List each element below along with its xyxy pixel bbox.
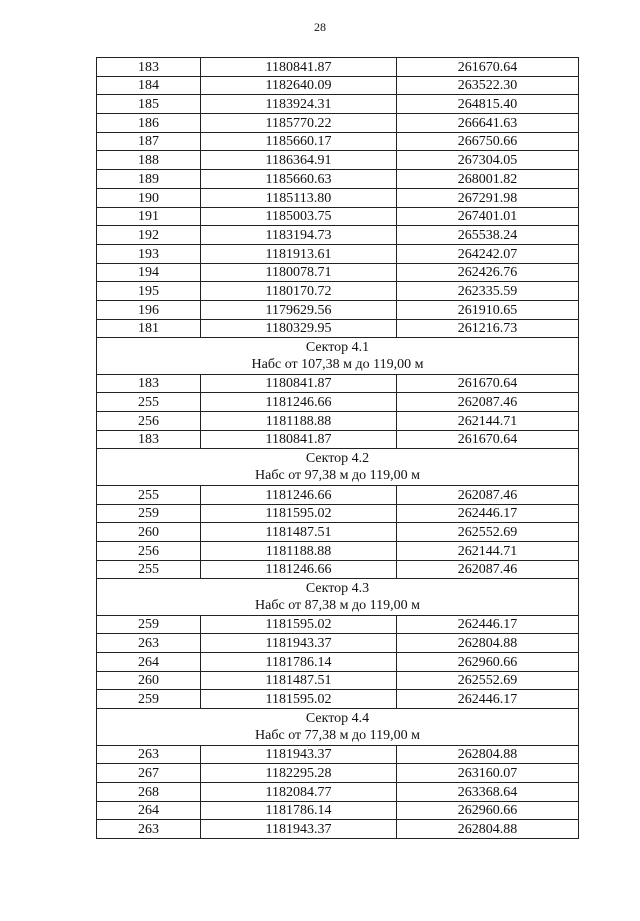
sector-header-row <box>97 579 579 615</box>
x-coordinate-cell: 1182084.77 <box>201 782 397 801</box>
point-number-cell: 268 <box>97 782 201 801</box>
y-coordinate-cell: 261670.64 <box>397 58 579 77</box>
y-coordinate-cell: 267304.05 <box>397 151 579 170</box>
y-coordinate-cell: 263368.64 <box>397 782 579 801</box>
sector-title: Сектор 4.3 <box>305 580 370 596</box>
x-coordinate-cell: 1181487.51 <box>201 671 397 690</box>
x-coordinate-cell: 1181913.61 <box>201 244 397 263</box>
x-coordinate-cell: 1181943.37 <box>201 745 397 764</box>
table-row <box>97 504 579 523</box>
point-number-cell: 185 <box>97 95 201 114</box>
x-coordinate-cell: 1181246.66 <box>201 560 397 579</box>
y-coordinate-cell: 261910.65 <box>397 300 579 319</box>
table-row <box>97 745 579 764</box>
point-number-cell: 260 <box>97 671 201 690</box>
point-number-cell: 194 <box>97 263 201 282</box>
table-row <box>97 430 579 449</box>
table-row <box>97 634 579 653</box>
table-row <box>97 207 579 226</box>
point-number-cell: 255 <box>97 485 201 504</box>
sector-header-row <box>97 449 579 485</box>
y-coordinate-cell: 262144.71 <box>397 412 579 431</box>
point-number-cell: 256 <box>97 412 201 431</box>
sector-height-range: Набс от 107,38 м до 119,00 м <box>251 357 424 372</box>
coordinates-table <box>96 57 579 839</box>
table-row <box>97 282 579 301</box>
sector-height-range: Набс от 97,38 м до 119,00 м <box>255 468 420 484</box>
point-number-cell: 195 <box>97 282 201 301</box>
y-coordinate-cell: 262426.76 <box>397 263 579 282</box>
point-number-cell: 255 <box>97 560 201 579</box>
sector-header-cell <box>97 449 579 485</box>
x-coordinate-cell: 1182295.28 <box>201 764 397 783</box>
table-row <box>97 132 579 151</box>
x-coordinate-cell: 1180078.71 <box>201 263 397 282</box>
table-row <box>97 188 579 207</box>
x-coordinate-cell: 1182640.09 <box>201 76 397 95</box>
x-coordinate-cell: 1181595.02 <box>201 504 397 523</box>
y-coordinate-cell: 261670.64 <box>397 430 579 449</box>
sector-header-cell <box>97 338 579 374</box>
table-row <box>97 393 579 412</box>
sector-header-row <box>97 338 579 374</box>
x-coordinate-cell: 1181943.37 <box>201 634 397 653</box>
table-row <box>97 690 579 709</box>
point-number-cell: 193 <box>97 244 201 263</box>
point-number-cell: 188 <box>97 151 201 170</box>
table-row <box>97 560 579 579</box>
y-coordinate-cell: 262446.17 <box>397 690 579 709</box>
point-number-cell: 255 <box>97 393 201 412</box>
y-coordinate-cell: 267401.01 <box>397 207 579 226</box>
y-coordinate-cell: 263160.07 <box>397 764 579 783</box>
table-row <box>97 485 579 504</box>
y-coordinate-cell: 262144.71 <box>397 541 579 560</box>
point-number-cell: 263 <box>97 745 201 764</box>
table-row <box>97 523 579 542</box>
point-number-cell: 183 <box>97 58 201 77</box>
sector-title: Сектор 4.2 <box>305 451 370 467</box>
sector-title: Сектор 4.4 <box>305 710 370 726</box>
x-coordinate-cell: 1183194.73 <box>201 226 397 245</box>
x-coordinate-cell: 1185113.80 <box>201 188 397 207</box>
table-row <box>97 170 579 189</box>
y-coordinate-cell: 262960.66 <box>397 801 579 820</box>
y-coordinate-cell: 262087.46 <box>397 393 579 412</box>
table-row <box>97 95 579 114</box>
table-row <box>97 374 579 393</box>
point-number-cell: 183 <box>97 430 201 449</box>
y-coordinate-cell: 262446.17 <box>397 504 579 523</box>
point-number-cell: 189 <box>97 170 201 189</box>
page-number: 28 <box>314 20 326 34</box>
x-coordinate-cell: 1181188.88 <box>201 541 397 560</box>
x-coordinate-cell: 1185660.17 <box>201 132 397 151</box>
x-coordinate-cell: 1181786.14 <box>201 801 397 820</box>
x-coordinate-cell: 1181246.66 <box>201 485 397 504</box>
y-coordinate-cell: 267291.98 <box>397 188 579 207</box>
x-coordinate-cell: 1179629.56 <box>201 300 397 319</box>
table-row <box>97 114 579 133</box>
x-coordinate-cell: 1181188.88 <box>201 412 397 431</box>
x-coordinate-cell: 1180841.87 <box>201 430 397 449</box>
y-coordinate-cell: 262804.88 <box>397 634 579 653</box>
x-coordinate-cell: 1183924.31 <box>201 95 397 114</box>
x-coordinate-cell: 1180170.72 <box>201 282 397 301</box>
point-number-cell: 259 <box>97 504 201 523</box>
y-coordinate-cell: 262552.69 <box>397 671 579 690</box>
table-row <box>97 300 579 319</box>
y-coordinate-cell: 262960.66 <box>397 653 579 672</box>
point-number-cell: 190 <box>97 188 201 207</box>
point-number-cell: 192 <box>97 226 201 245</box>
point-number-cell: 181 <box>97 319 201 338</box>
point-number-cell: 263 <box>97 820 201 839</box>
x-coordinate-cell: 1185660.63 <box>201 170 397 189</box>
table-row <box>97 764 579 783</box>
y-coordinate-cell: 261670.64 <box>397 374 579 393</box>
x-coordinate-cell: 1180841.87 <box>201 374 397 393</box>
point-number-cell: 191 <box>97 207 201 226</box>
y-coordinate-cell: 264815.40 <box>397 95 579 114</box>
point-number-cell: 260 <box>97 523 201 542</box>
sector-title: Сектор 4.1 <box>305 340 370 355</box>
x-coordinate-cell: 1181595.02 <box>201 690 397 709</box>
table-row <box>97 671 579 690</box>
point-number-cell: 264 <box>97 801 201 820</box>
coordinates-table-body <box>97 58 579 839</box>
table-row <box>97 319 579 338</box>
y-coordinate-cell: 266641.63 <box>397 114 579 133</box>
table-row <box>97 244 579 263</box>
y-coordinate-cell: 262804.88 <box>397 745 579 764</box>
table-row <box>97 541 579 560</box>
y-coordinate-cell: 264242.07 <box>397 244 579 263</box>
x-coordinate-cell: 1186364.91 <box>201 151 397 170</box>
table-row <box>97 801 579 820</box>
x-coordinate-cell: 1181943.37 <box>201 820 397 839</box>
x-coordinate-cell: 1185770.22 <box>201 114 397 133</box>
point-number-cell: 256 <box>97 541 201 560</box>
point-number-cell: 183 <box>97 374 201 393</box>
sector-header-cell <box>97 709 579 745</box>
y-coordinate-cell: 268001.82 <box>397 170 579 189</box>
table-row <box>97 782 579 801</box>
table-row <box>97 653 579 672</box>
x-coordinate-cell: 1180329.95 <box>201 319 397 338</box>
x-coordinate-cell: 1181595.02 <box>201 615 397 634</box>
y-coordinate-cell: 262552.69 <box>397 523 579 542</box>
x-coordinate-cell: 1185003.75 <box>201 207 397 226</box>
y-coordinate-cell: 262087.46 <box>397 485 579 504</box>
sector-height-range: Набс от 77,38 м до 119,00 м <box>255 727 420 743</box>
point-number-cell: 196 <box>97 300 201 319</box>
table-row <box>97 263 579 282</box>
point-number-cell: 184 <box>97 76 201 95</box>
table-row <box>97 226 579 245</box>
x-coordinate-cell: 1181487.51 <box>201 523 397 542</box>
point-number-cell: 259 <box>97 615 201 634</box>
point-number-cell: 264 <box>97 653 201 672</box>
table-row <box>97 151 579 170</box>
table-row <box>97 615 579 634</box>
x-coordinate-cell: 1181786.14 <box>201 653 397 672</box>
x-coordinate-cell: 1180841.87 <box>201 58 397 77</box>
y-coordinate-cell: 262335.59 <box>397 282 579 301</box>
table-row <box>97 76 579 95</box>
y-coordinate-cell: 262446.17 <box>397 615 579 634</box>
table-row <box>97 412 579 431</box>
y-coordinate-cell: 261216.73 <box>397 319 579 338</box>
sector-header-row <box>97 709 579 745</box>
sector-height-range: Набс от 87,38 м до 119,00 м <box>255 597 420 613</box>
y-coordinate-cell: 263522.30 <box>397 76 579 95</box>
x-coordinate-cell: 1181246.66 <box>201 393 397 412</box>
point-number-cell: 263 <box>97 634 201 653</box>
point-number-cell: 187 <box>97 132 201 151</box>
point-number-cell: 259 <box>97 690 201 709</box>
y-coordinate-cell: 266750.66 <box>397 132 579 151</box>
y-coordinate-cell: 265538.24 <box>397 226 579 245</box>
point-number-cell: 267 <box>97 764 201 783</box>
table-row <box>97 820 579 839</box>
point-number-cell: 186 <box>97 114 201 133</box>
y-coordinate-cell: 262087.46 <box>397 560 579 579</box>
y-coordinate-cell: 262804.88 <box>397 820 579 839</box>
sector-header-cell <box>97 579 579 615</box>
table-row <box>97 58 579 77</box>
